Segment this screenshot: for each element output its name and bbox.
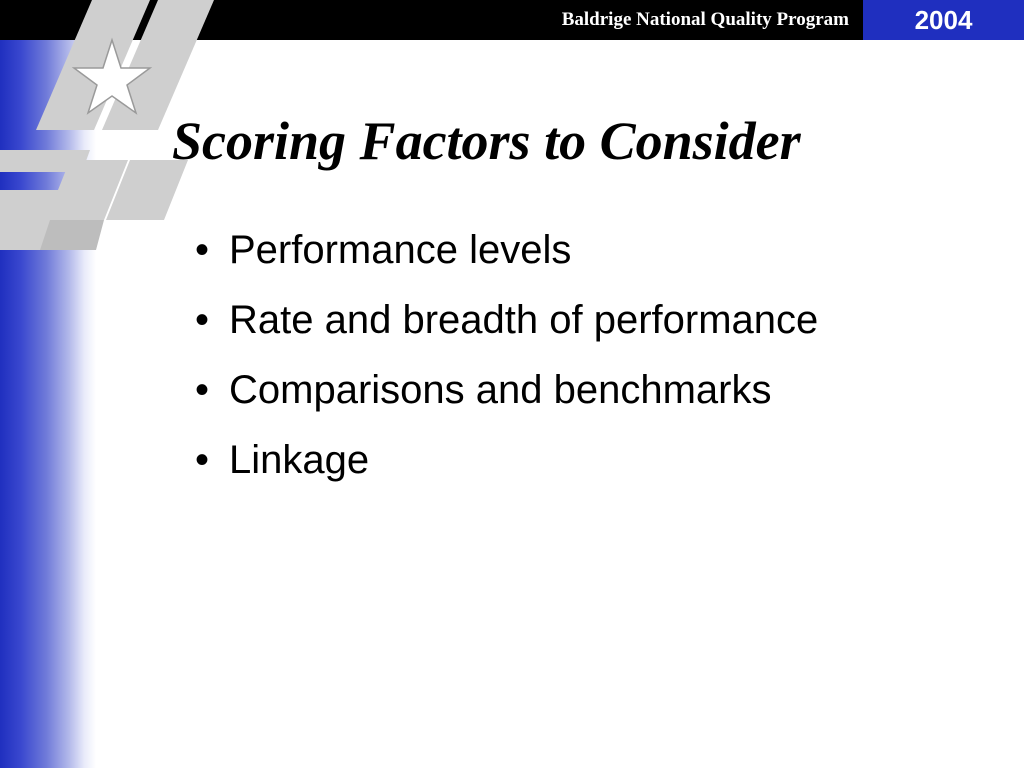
program-name: Baldrige National Quality Program [561, 9, 849, 30]
bullet-dot-icon: • [195, 228, 210, 272]
bullet-list [195, 222, 818, 502]
bullet-dot-icon: • [195, 298, 210, 342]
year-label: 2004 [914, 5, 973, 35]
bullet-text: Linkage [229, 438, 370, 482]
bullet-dot-icon: • [195, 368, 210, 412]
bullet-text: Comparisons and benchmarks [229, 368, 772, 412]
bullet-dot-icon: • [195, 438, 210, 482]
bullet-text: Rate and breadth of performance [229, 298, 819, 342]
bullet-text: Performance levels [229, 228, 572, 272]
bullet-item [195, 362, 818, 432]
year-badge [863, 0, 1024, 40]
bullet-item [195, 432, 818, 502]
bullet-item [195, 292, 818, 362]
bullet-item [195, 222, 818, 292]
slide-title: Scoring Factors to Consider [172, 111, 801, 171]
